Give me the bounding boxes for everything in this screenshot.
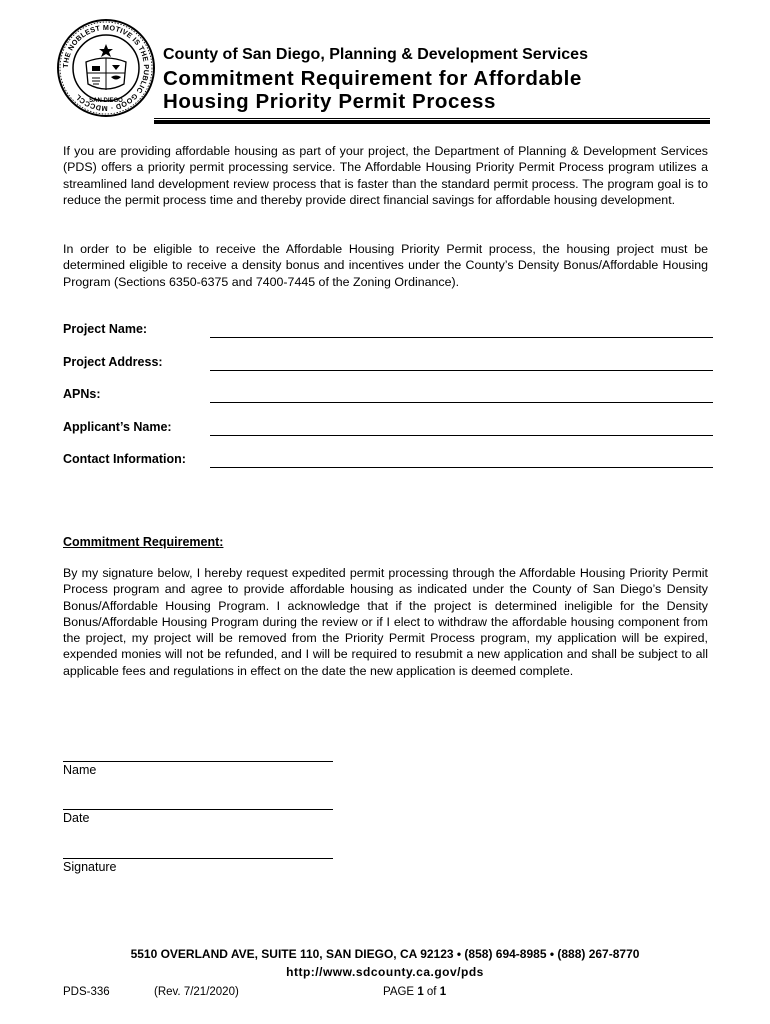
page-prefix: PAGE [383, 986, 418, 998]
page-title [163, 67, 582, 113]
page-indicator [383, 986, 446, 998]
revision-date: (Rev. 7/21/2020) [154, 986, 239, 998]
commitment-body: By my signature below, I hereby request expedited permit processing through the Affordable Housing Priority Permit Process program and agree to provide affordable housing as indicated under the County of San Diego’s Density Bonus/Affordable Housing Program. I acknowledge that if the project is determined ineligible for the Density Bonus/Affordable Housing Program during the review or if I elect to withdraw the affordable housing component from the project, my project will be removed from the Priority Permit Process program, my application will be expired, expended monies will not be refunded, and I will be required to resubmit a new application and shall be subject to all applicable fees and regulations in effect on the date the new application is deemed complete. [63, 566, 708, 678]
intro-paragraph-1: If you are providing affordable housing as part of your project, the Department of Planning & Development Services (PDS) offers a priority permit processing service. The Affordable Housing Priority Permit Process program utilizes a streamlined land development review process that is faster than the standard permit process. The program goal is to reduce the permit process time and thereby provide direct financial savings for affordable housing development. [63, 144, 708, 207]
signature-line[interactable] [63, 858, 333, 859]
title-line-2: Housing Priority Permit Process [163, 90, 497, 113]
contact-information-label: Contact Information: [63, 452, 186, 466]
intro-paragraph-2: In order to be eligible to receive the Affordable Housing Priority Permit process, the housing project must be determined eligible to receive a density bonus and incentives under the County’s Density Bonus/Affordable Housing Program (Sections 6350-6375 and 7400-7445 of the Zoning Ordinance). [63, 242, 708, 289]
name-signature-line[interactable] [63, 761, 333, 762]
seal-lettering: THE NOBLEST MOTIVE IS THE PUBLIC GOOD · MDCCCL [60, 22, 152, 114]
title-line-1: Commitment Requirement for Affordable [163, 67, 582, 90]
header-subtitle: County of San Diego, Planning & Development Services [163, 46, 588, 63]
applicant-name-label: Applicant’s Name: [63, 420, 172, 434]
date-label: Date [63, 811, 90, 825]
page-current: 1 [417, 986, 424, 998]
header-rule-thick [154, 120, 710, 124]
commitment-heading: Commitment Requirement: [63, 535, 224, 549]
footer-url-link[interactable]: http://www.sdcounty.ca.gov/pds [286, 965, 484, 979]
page-total: 1 [439, 986, 447, 998]
apns-field[interactable] [210, 402, 713, 403]
county-seal-logo [56, 18, 156, 118]
contact-information-field[interactable] [210, 467, 713, 468]
page-of: of [423, 986, 440, 998]
date-signature-line[interactable] [63, 809, 333, 810]
header-rule-thin [154, 118, 710, 119]
name-label: Name [63, 763, 97, 777]
project-address-label: Project Address: [63, 355, 163, 369]
project-name-field[interactable] [210, 337, 713, 338]
seal-center-text: SAN DIEGO [89, 98, 123, 104]
form-number: PDS-336 [63, 986, 110, 998]
apns-label: APNs: [63, 387, 101, 401]
footer-address: 5510 OVERLAND AVE, SUITE 110, SAN DIEGO, CA 92123 • (858) 694-8985 • (888) 267-8770 [130, 947, 640, 961]
applicant-name-field[interactable] [210, 435, 713, 436]
project-address-field[interactable] [210, 370, 713, 371]
project-name-label: Project Name: [63, 322, 148, 336]
signature-label: Signature [63, 860, 117, 874]
